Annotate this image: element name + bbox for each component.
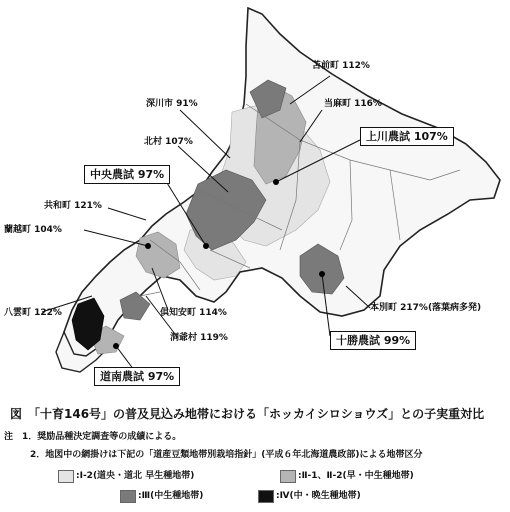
label-chuo-station: 中央農試 97% xyxy=(84,165,170,184)
legend-swatch-i2 xyxy=(58,470,74,483)
label-toma: 当麻町 116% xyxy=(324,99,382,109)
note-1: 注 1．奨励品種決定調査等の成績による。 xyxy=(4,432,182,442)
label-kamikawa-station: 上川農試 107% xyxy=(360,127,454,146)
label-kutchan: 倶知安町 114% xyxy=(160,308,227,318)
label-kyowa: 共和町 121% xyxy=(44,201,102,211)
figure-caption: 図 「十育146号」の普及見込み地帯における「ホッカイシロショウズ」との子実重対比 xyxy=(10,407,485,421)
label-yakumo: 八雲町 122% xyxy=(4,308,62,318)
legend-label-ii: :Ⅱ-1、Ⅱ-2(早・中生種地帯) xyxy=(298,471,414,481)
legend-label-iv: :Ⅳ(中・晩生種地帯) xyxy=(276,491,361,501)
legend-swatch-ii xyxy=(280,470,296,483)
label-fukagawa: 深川市 91% xyxy=(146,99,198,109)
label-donan-station: 道南農試 97% xyxy=(94,367,180,386)
legend-swatch-iii xyxy=(120,490,136,503)
label-kenbuchi: 苫前町 112% xyxy=(312,61,370,71)
label-kitamura: 北村 107% xyxy=(144,137,193,147)
legend-swatch-iv xyxy=(258,490,274,503)
legend-label-iii: :Ⅲ(中生種地帯) xyxy=(138,491,204,501)
label-toyako: 洞爺村 119% xyxy=(170,333,228,343)
label-tokachi-station: 十勝農試 99% xyxy=(330,331,416,350)
note-2: 2．地図中の網掛けは下記の「道産豆類地帯別栽培指針」(平成６年北海道農政部)による地帯区分 xyxy=(30,450,423,460)
label-honbetsu: 本別町 217%(落葉病多発) xyxy=(370,303,482,313)
legend-label-i2: :Ⅰ-2(道央・道北 早生種地帯) xyxy=(76,471,195,481)
label-ranetsu: 蘭越町 104% xyxy=(4,225,62,235)
